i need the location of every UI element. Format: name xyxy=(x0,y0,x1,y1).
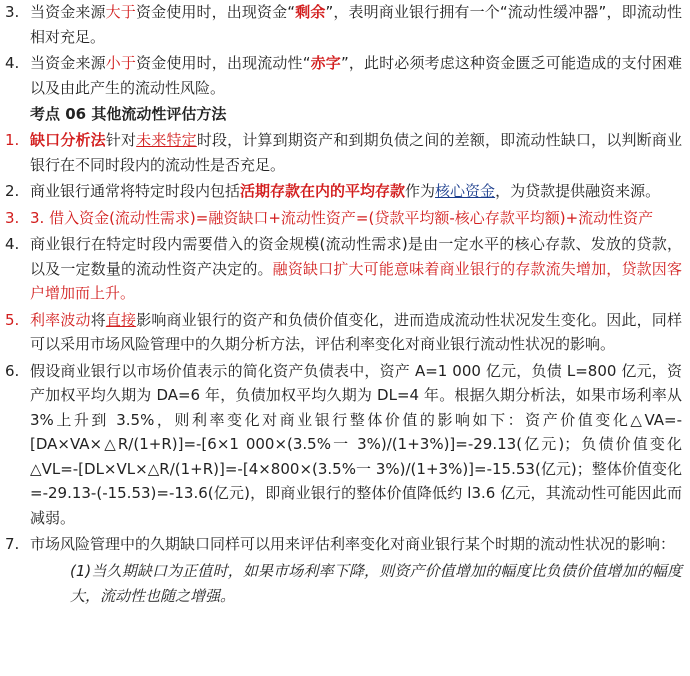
item-number: 2. xyxy=(5,182,20,200)
list-item-5-rate: 5. 利率波动将直接影响商业银行的资产和负债价值变化，进而造成流动性状况发生变化。因此，同样可以采用市场风险管理中的久期分析方法，评估利率变化对商业银行流动性状况的影响。 xyxy=(0,308,690,357)
keyword-gap-expand: 融资缺口扩大可能意味着商业银行的存款流失增加，贷款因客户增加而上升。 xyxy=(30,259,682,302)
keyword-average-deposit: 活期存款在内的平均存款 xyxy=(240,182,406,200)
list-item-4-deficit: 4. 当资金来源小于资金使用时，出现流动性“赤字”，此时必须考虑这种资金匮乏可能造成的支付困难以及由此产生的流动性风险。 xyxy=(0,51,690,100)
formula-borrowed-funds: 3. 借入资金(流动性需求)=融资缺口+流动性资产=(贷款平均额-核心存款平均额)+流动性资产 xyxy=(30,208,654,227)
item-number: 3. xyxy=(5,3,20,21)
keyword-gap-analysis: 缺口分析法 xyxy=(30,131,106,149)
list-item-7-duration-gap: 7. 市场风险管理中的久期缺口同样可以用来评估利率变化对商业银行某个时期的流动性状况的影响： xyxy=(0,532,690,557)
item-number: 6. xyxy=(5,361,20,380)
keyword-rate-volatility: 利率波动 xyxy=(30,310,91,329)
keyword-deficit: 赤字 xyxy=(310,54,341,72)
list-item-4-borrowing: 4. 商业银行在特定时段内需要借入的资金规模(流动性需求)是由一定水平的核心存款、发放的贷款，以及一定数量的流动性资产决定的。融资缺口扩大可能意味着商业银行的存款流失增加，贷款因客户增加而上升。 xyxy=(0,232,690,306)
item-number: 3. xyxy=(5,208,20,227)
list-item-3-formula xyxy=(0,206,690,231)
keyword-direct: 直接 xyxy=(105,310,137,329)
keyword-greater: 大于 xyxy=(105,3,136,21)
keyword-future-specific: 未来特定 xyxy=(136,131,197,149)
section-heading: 考点 06 其他流动性评估方法 xyxy=(30,105,227,123)
item-number: 4. xyxy=(5,235,20,253)
note-positive-gap: (1)当久期缺口为正值时，如果市场利率下降，则资产价值增加的幅度比负债价值增加的幅度大，流动性也随之增强。 xyxy=(70,561,682,605)
keyword-core-funds: 核心资金 xyxy=(435,182,496,200)
list-item-2-core-funds: 2. 商业银行通常将特定时段内包括活期存款在内的平均存款作为核心资金，为贷款提供融资来源。 xyxy=(0,179,690,204)
item-number: 7. xyxy=(5,535,20,553)
list-item-3-surplus: 3. 当资金来源大于资金使用时，出现资金“剩余”，表明商业银行拥有一个“流动性缓冲器”，即流动性相对充足。 xyxy=(0,0,690,49)
item-number: 5. xyxy=(5,310,20,329)
keyword-surplus: 剩余 xyxy=(295,3,326,21)
item-number: 4. xyxy=(5,54,20,72)
keyword-less: 小于 xyxy=(105,54,137,72)
list-item-1-gap-analysis: 1. 缺口分析法针对未来特定时段，计算到期资产和到期负债之间的差额，即流动性缺口，以判断商业银行在不同时段内的流动性是否充足。 xyxy=(0,128,690,177)
list-item-6-example: 6. 假设商业银行以市场价值表示的简化资产负债表中，资产 A=1 000 亿元，负债 L=800 亿元，资产加权平均久期为 DA=6 年，负债加权平均久期为 DL=4 年。根据久期分析法，如果市场利率从 3%上升到 3.5%，则利率变化对商业银行整体价值的影响如下：资产价值变化△VA=-[DA×VA×△R/(1+R)]=-[6×1 000×(3.5%一 3%)/(1+3%)]=-29.13(亿元)；负债价值变化△VL=-[DL×VL×△R/(1+R)]=-[4×800×(3.5%一 3%)/(1+3%)]=-15.53(亿元)；整体价值变化=-29.13-(-15.53)=-13.6(亿元)，即商业银行的整体价值降低约 l3.6 亿元，其流动性可能因此而减弱。 xyxy=(0,359,690,531)
item-number: 1. xyxy=(5,131,20,149)
